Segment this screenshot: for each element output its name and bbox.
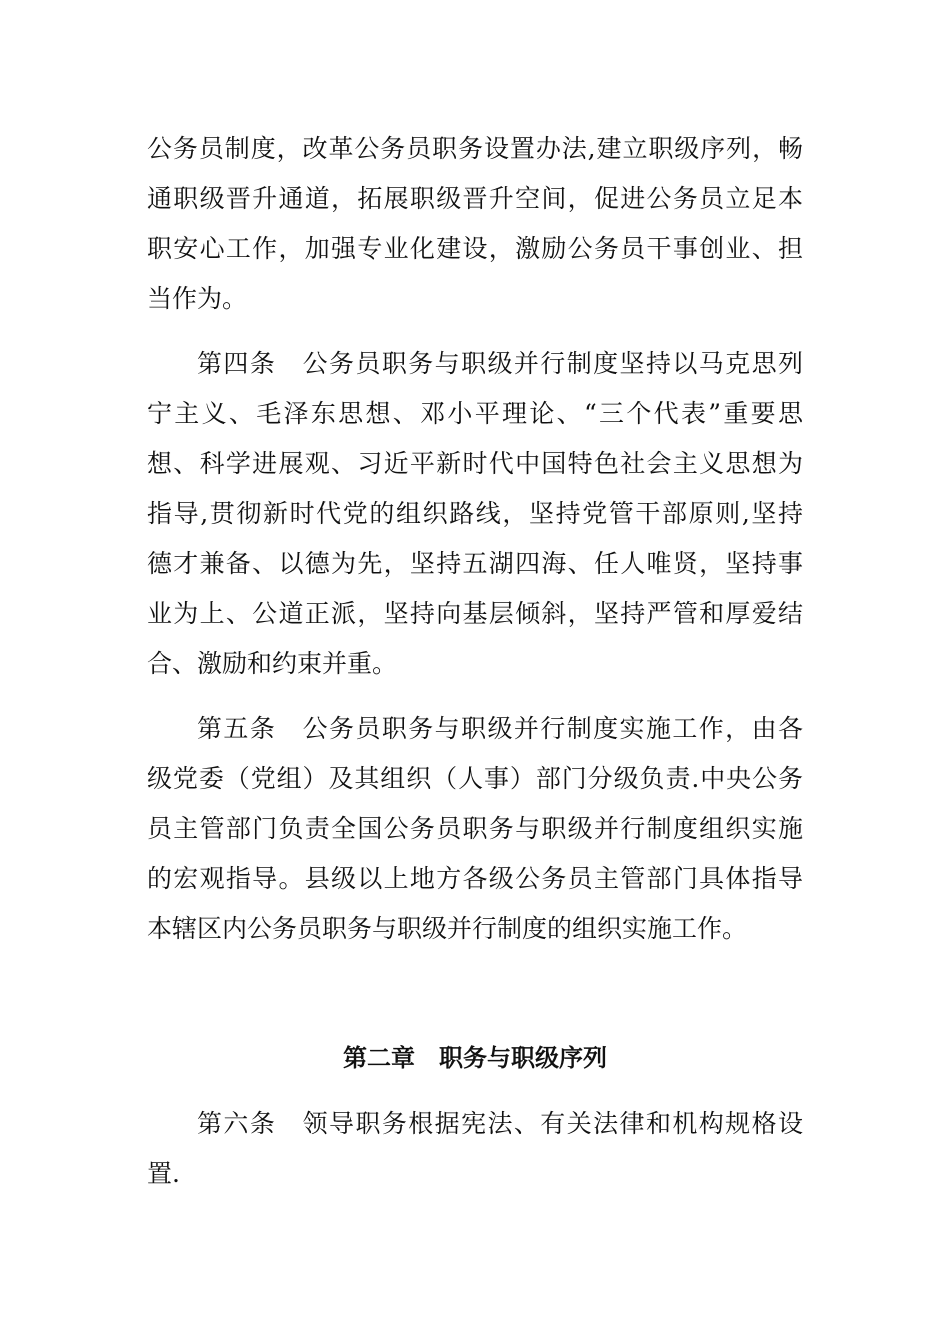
article-4-line: 合、激励和约束并重。: [147, 649, 398, 678]
article-5-line: 级党委（党组）及其组织（人事）部门分级负责.中央公务: [147, 764, 803, 793]
article-4-line: 指导,贯彻新时代党的组织路线，坚持党管干部原则,坚持: [147, 499, 803, 528]
paragraph-line: 当作为。: [147, 284, 248, 313]
article-5-line: 员主管部门负责全国公务员职务与职级并行制度组织实施: [147, 814, 803, 843]
paragraph-line: 公务员制度，改革公务员职务设置办法,建立职级序列，畅: [147, 134, 803, 163]
article-4-line: 宁主义、毛泽东思想、邓小平理论、“三个代表”重要思: [147, 399, 803, 428]
article-4-line: 第四条 公务员职务与职级并行制度坚持以马克思列: [197, 349, 803, 378]
article-5-line: 第五条 公务员职务与职级并行制度实施工作，由各: [197, 714, 803, 743]
paragraph-line: 通职级晋升通道，拓展职级晋升空间，促进公务员立足本: [147, 184, 803, 213]
article-4-line: 业为上、公道正派，坚持向基层倾斜，坚持严管和厚爱结: [147, 599, 803, 628]
chapter-heading: 第二章 职务与职级序列: [343, 1044, 607, 1072]
paragraph-line: 职安心工作，加强专业化建设，激励公务员干事创业、担: [147, 234, 803, 263]
article-5-line: 的宏观指导。县级以上地方各级公务员主管部门具体指导: [147, 864, 803, 893]
article-5-line: 本辖区内公务员职务与职级并行制度的组织实施工作。: [147, 914, 748, 943]
article-4-line: 想、科学进展观、习近平新时代中国特色社会主义思想为: [147, 449, 803, 478]
article-6-line: 第六条 领导职务根据宪法、有关法律和机构规格设: [197, 1109, 803, 1138]
article-6-line: 置.: [147, 1159, 180, 1188]
article-4-line: 德才兼备、以德为先，坚持五湖四海、任人唯贤，坚持事: [147, 549, 803, 578]
